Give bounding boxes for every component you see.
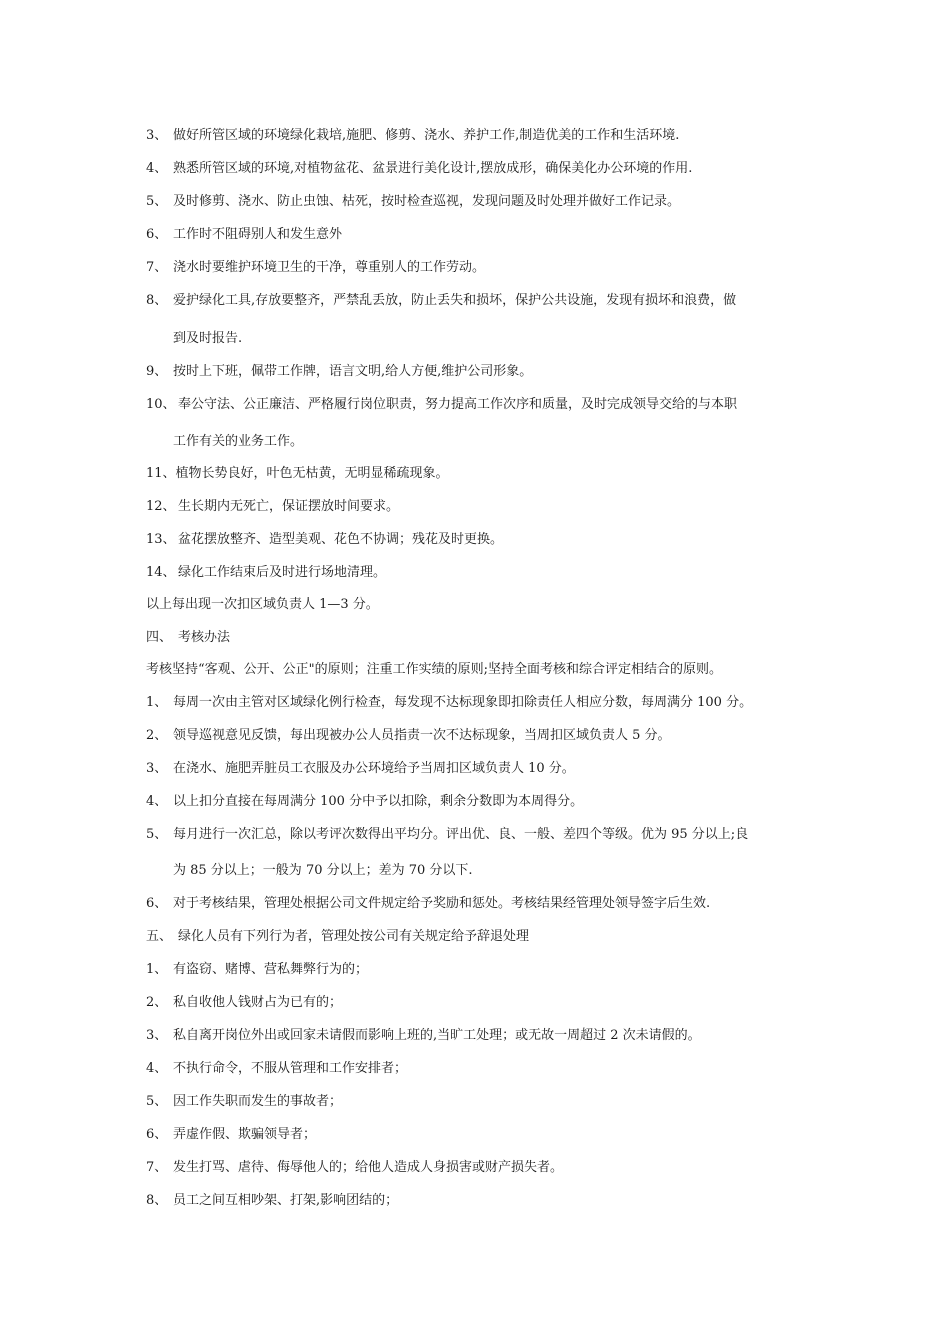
item-number: 6、	[146, 1127, 168, 1142]
item-text: 考核坚持“客观、公开、公正"的原则；注重工作实绩的原则;坚持全面考核和综合评定相结合的原则。	[146, 662, 723, 677]
item-text: 每周一次由主管对区域绿化例行检查，每发现不达标现象即扣除责任人相应分数，每周满分 100 分。	[173, 695, 753, 710]
item-text: 私自离开岗位外出或回家未请假而影响上班的,当旷工处理；或无故一周超过 2 次未请假的。	[173, 1028, 701, 1043]
section-title: 考核办法	[178, 630, 231, 645]
item-number: 5、	[146, 1094, 168, 1109]
item-text: 每月进行一次汇总，除以考评次数得出平均分。评出优、良、一般、差四个等级。优为 95 分以上;良	[173, 827, 749, 842]
item-number: 3、	[146, 761, 168, 776]
section-number: 四、	[146, 630, 173, 645]
item-number: 6、	[146, 896, 168, 911]
item-number: 5、	[146, 827, 168, 842]
item-number: 1、	[146, 962, 168, 977]
item-number: 4、	[146, 1061, 168, 1076]
item-number: 9、	[146, 364, 168, 379]
item-text: 奉公守法、公正廉洁、严格履行岗位职责，努力提高工作次序和质量，及时完成领导交给的与本职	[178, 397, 738, 412]
item-text: 以上每出现一次扣区域负责人 1—3 分。	[146, 597, 379, 612]
item-number: 8、	[146, 293, 168, 308]
item-text: 按时上下班，佩带工作牌，语言文明,给人方便,维护公司形象。	[173, 364, 533, 379]
item-number: 12、	[146, 499, 176, 514]
item-text: 浇水时要维护环境卫生的干净，尊重别人的工作劳动。	[173, 260, 486, 275]
item-text: 不执行命令，不服从管理和工作安排者；	[173, 1061, 408, 1076]
item-number: 13、	[146, 532, 176, 547]
item-number: 7、	[146, 1160, 168, 1175]
item-number: 10、	[146, 397, 176, 412]
item-text: 生长期内无死亡，保证摆放时间要求。	[178, 499, 400, 514]
item-number: 3、	[146, 128, 168, 143]
item-text: 因工作失职而发生的事故者；	[173, 1094, 343, 1109]
item-number: 1、	[146, 695, 168, 710]
item-text: 熟悉所管区域的环境,对植物盆花、盆景进行美化设计,摆放成形，确保美化办公环境的作用.	[173, 161, 693, 176]
section-number: 五、	[146, 929, 173, 944]
item-number: 14、	[146, 565, 176, 580]
item-text: 领导巡视意见反馈，每出现被办公人员指责一次不达标现象，当周扣区域负责人 5 分。	[173, 728, 671, 743]
item-number: 8、	[146, 1193, 168, 1208]
item-number: 7、	[146, 260, 168, 275]
item-text: 到及时报告.	[173, 331, 243, 346]
item-text: 及时修剪、浇水、防止虫蚀、枯死，按时检查巡视，发现问题及时处理并做好工作记录。	[173, 194, 681, 209]
item-number: 2、	[146, 995, 168, 1010]
item-text: 弄虚作假、欺骗领导者；	[173, 1127, 317, 1142]
item-text: 绿化工作结束后及时进行场地清理。	[178, 565, 387, 580]
item-number: 4、	[146, 794, 168, 809]
item-text: 私自收他人钱财占为已有的；	[173, 995, 343, 1010]
item-number: 4、	[146, 161, 168, 176]
item-number: 6、	[146, 227, 168, 242]
item-text: 工作时不阻碍别人和发生意外	[173, 227, 343, 242]
item-text: 做好所管区域的环境绿化栽培,施肥、修剪、浇水、养护工作,制造优美的工作和生活环境.	[173, 128, 680, 143]
item-number: 5、	[146, 194, 168, 209]
item-text: 盆花摆放整齐、造型美观、花色不协调；残花及时更换。	[178, 532, 504, 547]
item-text: 员工之间互相吵架、打架,影响团结的；	[173, 1193, 399, 1208]
item-text: 11、植物长势良好，叶色无枯黄，无明显稀疏现象。	[146, 466, 449, 481]
section-title: 绿化人员有下列行为者，管理处按公司有关规定给予辞退处理	[178, 929, 530, 944]
item-text: 为 85 分以上；一般为 70 分以上；差为 70 分以下.	[173, 863, 473, 878]
item-text: 爱护绿化工具,存放要整齐，严禁乱丢放，防止丢失和损坏，保护公共设施，发现有损坏和浪费，做	[173, 293, 737, 308]
item-text: 以上扣分直接在每周满分 100 分中予以扣除，剩余分数即为本周得分。	[173, 794, 584, 809]
item-number: 2、	[146, 728, 168, 743]
item-number: 3、	[146, 1028, 168, 1043]
item-text: 有盗窃、赌博、营私舞弊行为的；	[173, 962, 369, 977]
item-text: 发生打骂、虐待、侮辱他人的；给他人造成人身损害或财产损失者。	[173, 1160, 564, 1175]
item-text: 工作有关的业务工作。	[173, 434, 304, 449]
item-text: 在浇水、施肥弄脏员工衣服及办公环境给予当周扣区域负责人 10 分。	[173, 761, 575, 776]
item-text: 对于考核结果，管理处根据公司文件规定给予奖励和惩处。考核结果经管理处领导签字后生效.	[173, 896, 711, 911]
